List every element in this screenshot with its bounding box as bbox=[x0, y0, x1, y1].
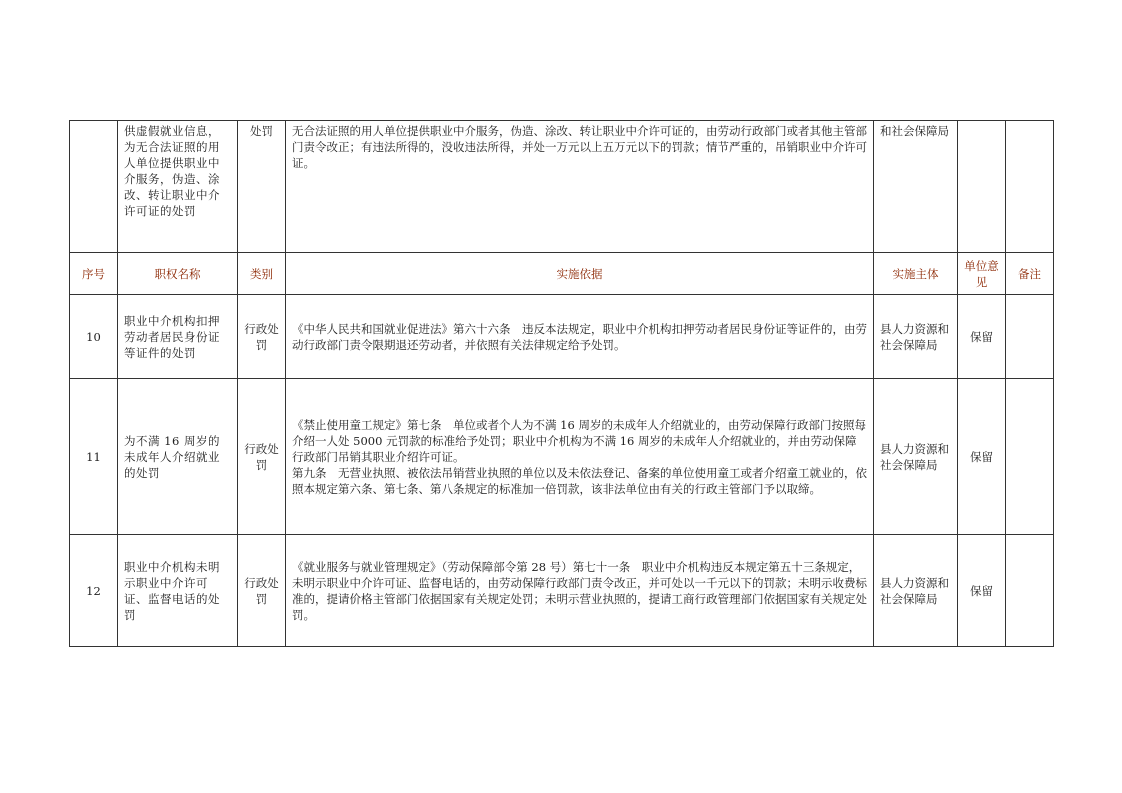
basis-paragraph: 《禁止使用童工规定》第七条 单位或者个人为不满 16 周岁的未成年人介绍就业的，由劳动保障行政部门按照每介绍一人处 5000 元罚款的标准给予处罚；职业中介机构为不满 16 周岁的未成年人介绍就业的，并由劳动保障行政部门吊销其职业介绍许可证。 bbox=[292, 417, 866, 464]
table-row-continued bbox=[70, 121, 1054, 253]
header-no: 序号 bbox=[70, 253, 118, 295]
cell-unit-opinion: 保留 bbox=[958, 535, 1006, 647]
basis-paragraph: 《就业服务与就业管理规定》（劳动保障部令第 28 号）第七十一条 职业中介机构违反本规定第五十三条规定，未明示职业中介许可证、监督电话的，由劳动保障行政部门责令改正，并可处以一千元以下的罚款；未明示收费标准的，提请价格主管部门依据国家有关规定处罚；未明示营业执照的，提请工商行政管理部门依据国家有关规定处罚。 bbox=[292, 559, 867, 622]
cell-name: 职业中介机构扣押劳动者居民身份证等证件的处罚 bbox=[118, 295, 238, 379]
table-row bbox=[70, 295, 1054, 379]
cell-name: 职业中介机构未明示职业中介许可证、监督电话的处罚 bbox=[118, 535, 238, 647]
header-name: 职权名称 bbox=[118, 253, 238, 295]
cell-remark bbox=[1006, 121, 1054, 253]
cell-category: 处罚 bbox=[238, 121, 286, 253]
cell-no: 11 bbox=[70, 379, 118, 535]
table-row bbox=[70, 379, 1054, 535]
cell-name: 供虚假就业信息，为无合法证照的用人单位提供职业中介服务，伪造、涂改、转让职业中介许可证的处罚 bbox=[118, 121, 238, 253]
cell-no: 12 bbox=[70, 535, 118, 647]
table-header-row bbox=[70, 253, 1054, 295]
cell-name: 为不满 16 周岁的未成年人介绍就业的处罚 bbox=[118, 379, 238, 535]
cell-subject: 县人力资源和社会保障局 bbox=[874, 379, 958, 535]
cell-unit-opinion bbox=[958, 121, 1006, 253]
basis-paragraph: 第九条 无营业执照、被依法吊销营业执照的单位以及未依法登记、备案的单位使用童工或者介绍童工就业的，依照本规定第六条、第七条、第八条规定的标准加一倍罚款，该非法单位由有关的行政主管部门予以取缔。 bbox=[292, 465, 867, 496]
header-subject: 实施主体 bbox=[874, 253, 958, 295]
cell-subject: 县人力资源和社会保障局 bbox=[874, 295, 958, 379]
cell-subject: 县人力资源和社会保障局 bbox=[874, 535, 958, 647]
header-category: 类别 bbox=[238, 253, 286, 295]
header-remark: 备注 bbox=[1006, 253, 1054, 295]
header-basis: 实施依据 bbox=[286, 253, 874, 295]
cell-subject: 和社会保障局 bbox=[874, 121, 958, 253]
cell-basis: 无合法证照的用人单位提供职业中介服务，伪造、涂改、转让职业中介许可证的，由劳动行政部门或者其他主管部门责令改正；有违法所得的，没收违法所得，并处一万元以上五万元以下的罚款；情节严重的，吊销职业中介许可证。 bbox=[286, 121, 874, 253]
cell-unit-opinion: 保留 bbox=[958, 379, 1006, 535]
cell-remark bbox=[1006, 535, 1054, 647]
cell-no: 10 bbox=[70, 295, 118, 379]
header-unit-opinion: 单位意见 bbox=[958, 253, 1006, 295]
cell-category: 行政处罚 bbox=[238, 295, 286, 379]
powers-table bbox=[69, 120, 1054, 647]
cell-remark bbox=[1006, 295, 1054, 379]
cell-basis bbox=[286, 295, 874, 379]
cell-basis bbox=[286, 379, 874, 535]
cell-no bbox=[70, 121, 118, 253]
cell-category: 行政处罚 bbox=[238, 379, 286, 535]
cell-basis bbox=[286, 535, 874, 647]
cell-remark bbox=[1006, 379, 1054, 535]
basis-paragraph: 《中华人民共和国就业促进法》第六十六条 违反本法规定，职业中介机构扣押劳动者居民身份证等证件的，由劳动行政部门责令限期退还劳动者，并依照有关法律规定给予处罚。 bbox=[292, 321, 867, 352]
cell-category: 行政处罚 bbox=[238, 535, 286, 647]
table-row bbox=[70, 535, 1054, 647]
cell-unit-opinion: 保留 bbox=[958, 295, 1006, 379]
